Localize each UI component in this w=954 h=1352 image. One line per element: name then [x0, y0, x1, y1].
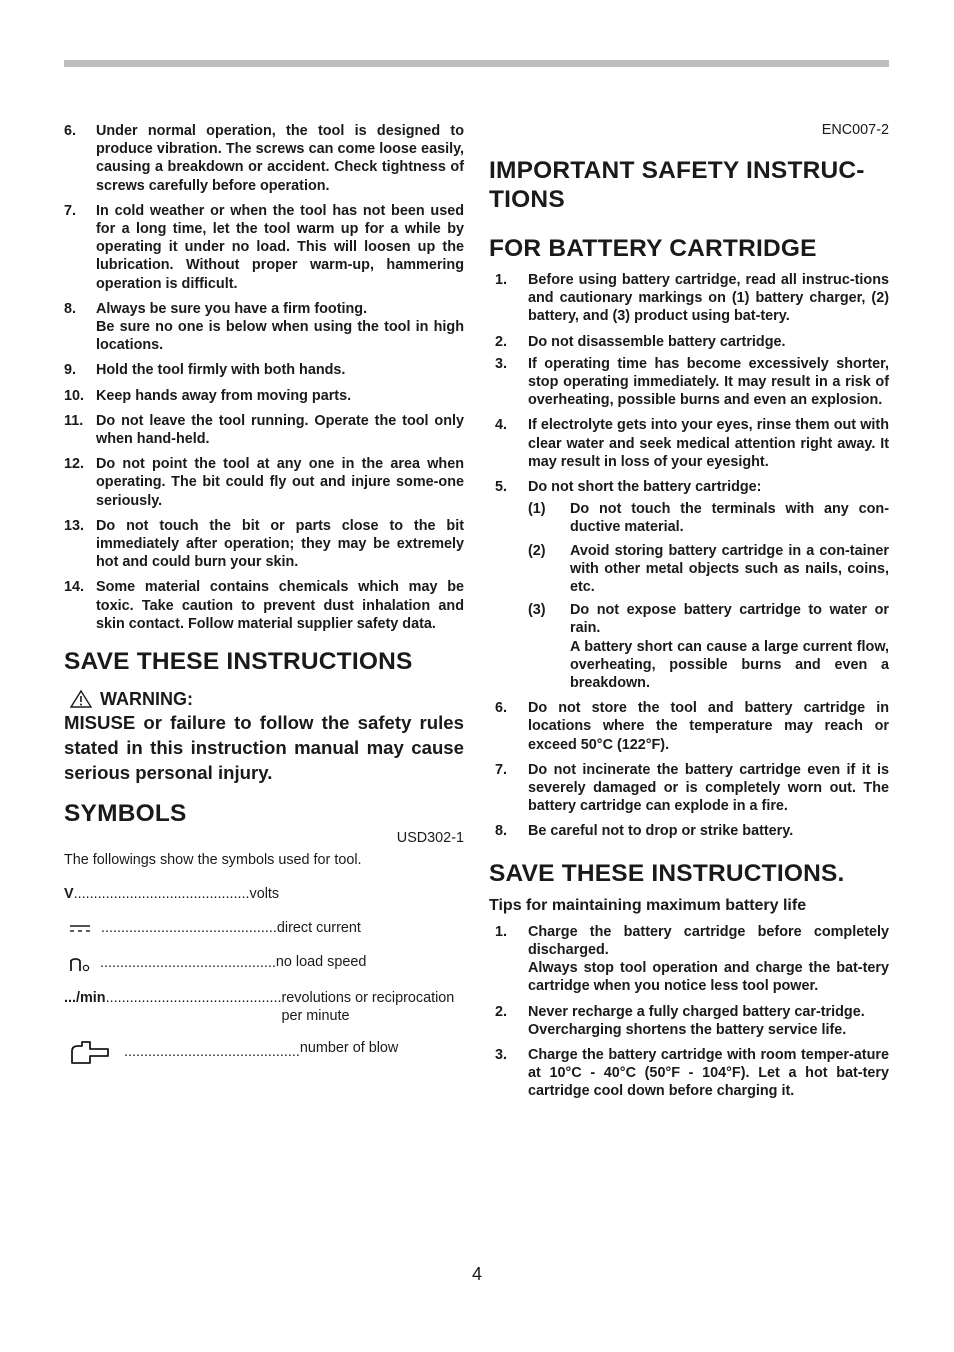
- direct-current-icon: [69, 922, 91, 934]
- symbols-code: USD302-1: [396, 830, 464, 847]
- list-item: 9. Hold the tool firmly with both hands.: [64, 362, 346, 379]
- warning-triangle-icon: [70, 690, 92, 708]
- symbol-row-no-load-speed: ............................................ no load speed: [64, 953, 464, 973]
- symbol-row-number-of-blow: ............................................ number of blow: [64, 1039, 464, 1065]
- symbols-intro: The followings show the symbols used for tool.: [64, 852, 362, 869]
- list-item: 5. Do not short the battery cartridge: (1) Do not touch the terminals with any con-ductive material. (2) Avoid storing battery cartridge in a con-tainer with other metal objects such as nails, coins, etc. (3) Do not expose battery cartridge to water or rain. A battery short can cause a large current flow, overheating, possible burns and even a breakdown.: [495, 479, 889, 692]
- warning-text: MISUSE or failure to follow the safety rules stated in this instruction manual may cause serious personal injury.: [64, 712, 464, 784]
- list-item: (3) Do not expose battery cartridge to water or rain. A battery short can cause a large current flow, overheating, possible burns and even a breakdown.: [528, 602, 889, 692]
- list-item: 8. Be careful not to drop or strike battery.: [495, 823, 794, 840]
- list-item: 14. Some material contains chemicals which may be toxic. Take caution to prevent dust inhalation and skin contact. Follow material supplier safety data.: [64, 579, 464, 632]
- section-code: ENC007-2: [821, 122, 889, 138]
- right-column: [489, 122, 889, 1108]
- list-item: 7. In cold weather or when the tool has not been used for a long time, let the tool warm up for a while by operating it under no load. This will loosen up the lubrication. Without proper warm-up, hammering operation is difficult.: [64, 202, 464, 292]
- list-item: 2. Never recharge a fully charged battery car-tridge. Overcharging shortens the battery service life.: [495, 1003, 865, 1038]
- list-item: 6. Do not store the tool and battery cartridge in locations where the temperature may reach or exceed 50°C (122°F).: [495, 700, 889, 753]
- save-instructions-heading: SAVE THESE INSTRUCTIONS: [64, 648, 413, 676]
- list-item: (1) Do not touch the terminals with any con-ductive material.: [528, 501, 889, 536]
- list-item: 3. If operating time has become excessively shorter, stop operating immediately. It may result in a risk of overheating, possible burns and even an explosion.: [495, 355, 889, 409]
- safety-rules-list: [64, 122, 464, 633]
- list-item: 4. If electrolyte gets into your eyes, rinse them out with clear water and seek medical attention right away. It may result in loss of your eyesight.: [495, 417, 889, 470]
- list-item: 12. Do not point the tool at any one in the area when operating. The bit could fly out and injure some-one seriously.: [64, 456, 464, 509]
- list-item: 1. Before using battery cartridge, read all instruc-tions and cautionary markings on (1) battery charger, (2) battery, and (3) product using bat-tery.: [495, 272, 889, 325]
- no-load-speed-icon: [68, 953, 94, 973]
- list-item: 1. Charge the battery cartridge before completely discharged. Always stop tool operation and charge the bat-tery cartridge when you notice less tool power.: [495, 923, 889, 995]
- list-item: 7. Do not incinerate the battery cartridge even if it is severely damaged or is completely worn out. The battery cartridge can explode in a fire.: [495, 761, 889, 815]
- left-column: [64, 122, 464, 1065]
- tips-heading: Tips for maintaining maximum battery life: [489, 896, 807, 914]
- battery-rules-list: [489, 271, 889, 841]
- save-instructions-heading-2: SAVE THESE INSTRUCTIONS.: [489, 859, 845, 887]
- page-number: 4: [471, 1264, 482, 1284]
- symbol-row-per-minute: .../min ............................................ revolutions or reciprocation per minute: [64, 990, 455, 1025]
- list-item: 6. Under normal operation, the tool is designed to produce vibration. The screws can come loose easily, causing a breakdown or accident. Check tightness of screws carefully before operation.: [64, 123, 464, 194]
- list-item: 13. Do not touch the bit or parts close to the bit immediately after operation; they may be extremely hot and could burn your skin.: [64, 517, 464, 571]
- list-item: 11. Do not leave the tool running. Operate the tool only when hand-held.: [64, 412, 464, 448]
- list-item: (2) Avoid storing battery cartridge in a con-tainer with other metal objects such as nails, coins, etc.: [528, 542, 889, 596]
- warning-heading: WARNING:: [64, 688, 464, 710]
- symbols-heading: SYMBOLS: [64, 800, 187, 828]
- symbol-row-direct-current: ............................................ direct current: [64, 919, 464, 937]
- symbol-row-volts: V ............................................ volts: [64, 886, 280, 903]
- header-rule: [64, 60, 889, 67]
- battery-cartridge-heading: FOR BATTERY CARTRIDGE: [489, 235, 817, 262]
- short-circuit-sublist: [528, 500, 889, 692]
- list-item: 8. Always be sure you have a firm footing. Be sure no one is below when using the tool in high locations.: [64, 300, 464, 354]
- important-safety-heading: IMPORTANT SAFETY INSTRUC-TIONS: [489, 157, 865, 213]
- blow-icon: [70, 1039, 110, 1065]
- list-item: 10. Keep hands away from moving parts.: [64, 387, 352, 404]
- tips-list: [489, 923, 889, 1101]
- list-item: 3. Charge the battery cartridge with room temper-ature at 10°C - 40°C (50°F - 104°F). Let a hot bat-tery cartridge cool down before charging it.: [495, 1046, 889, 1100]
- list-item: 2. Do not disassemble battery cartridge.: [495, 333, 786, 350]
